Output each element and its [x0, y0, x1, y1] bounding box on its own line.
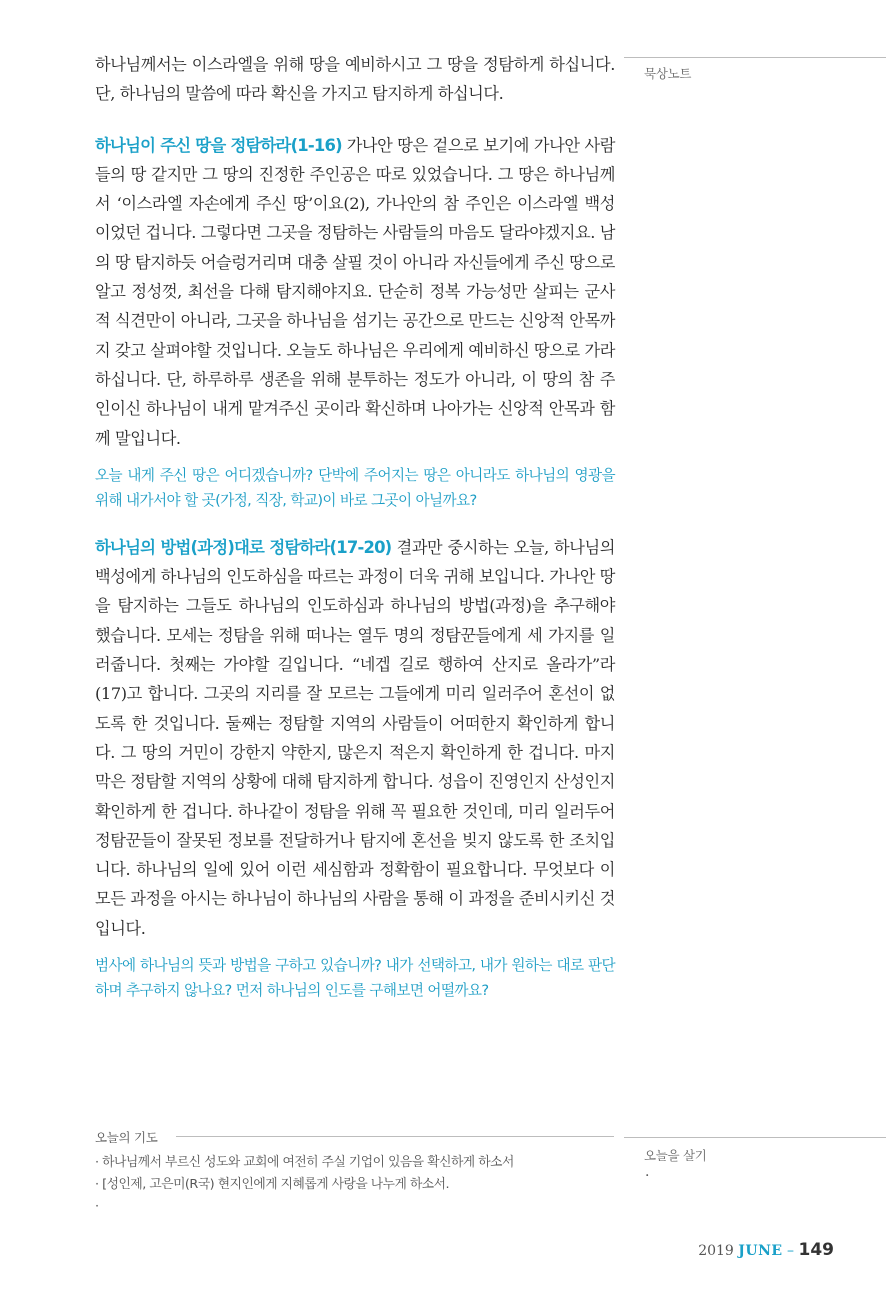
meditation-note-rule [624, 57, 886, 58]
prayer-item-1: · 하나님께서 부르신 성도와 교회에 여전히 주실 기업이 있음을 확신하게 하소서 [95, 1155, 514, 1170]
section-1-body: 가나안 땅은 겉으로 보기에 가나안 사람들의 땅 같지만 그 땅의 진정한 주인공은 따로 있었습니다. 그 땅은 하나님께서 ‘이스라엘 자손에게 주신 땅’이요(2), 가나안의 참 주인은 이스라엘 백성이었던 겁니다. 그렇다면 그곳을 정탐하는 사람들의 마음도 달라야겠지요. 남의 땅 탐지하듯 어슬렁거리며 대충 살필 것이 아니라 자신들에게 주신 땅으로 알고 정성껏, 최선을 다해 탐지해야지요. 단순히 정복 가능성만 살피는 군사적 식견만이 아니라, 그곳을 하나님을 섬기는 공간으로 만드는 신앙적 안목까지 갖고 살펴야할 것입니다. 오늘도 하나님은 우리에게 예비하신 땅으로 가라 하십니다. 단, 하루하루 생존을 위해 분투하는 정도가 아니라, 이 땅의 참 주인이신 하나님이 내게 맡겨주신 곳이라 확신하며 나아가는 신앙적 안목과 함께 말입니다. [95, 135, 615, 448]
prayer-title: 오늘의 기도 [95, 1130, 158, 1145]
prayer-list [95, 1152, 625, 1218]
prayer-item-3: · [95, 1199, 99, 1214]
living-today-label: 오늘을 살기 [644, 1148, 707, 1163]
page-footer [698, 1240, 834, 1260]
living-today-bullet: · [645, 1168, 650, 1184]
meditation-note-label: 묵상노트 [644, 66, 692, 81]
section-1-paragraph [95, 131, 615, 453]
section-2-question: 범사에 하나님의 뜻과 방법을 구하고 있습니까? 내가 선택하고, 내가 원하는 대로 판단하며 추구하지 않나요? 먼저 하나님의 인도를 구해보면 어떨까요? [95, 957, 615, 1000]
devotional-body [95, 50, 615, 1023]
section-2-paragraph [95, 533, 615, 943]
prayer-item-2: · [성인제, 고은미(R국) 현지인에게 지혜롭게 사랑을 나누게 하소서. [95, 1177, 450, 1192]
living-today-rule [624, 1137, 886, 1138]
section-2-body: 결과만 중시하는 오늘, 하나님의 백성에게 하나님의 인도하심을 따르는 과정이 더욱 귀해 보입니다. 가나안 땅을 탐지하는 그들도 하나님의 인도하심과 하나님의 방법(과정)을 추구해야 했습니다. 모세는 정탐을 위해 떠나는 열두 명의 정탐꾼들에게 세 가지를 일러줍니다. 첫째는 가야할 길입니다. “네겝 길로 행하여 산지로 올라가”라(17)고 합니다. 그곳의 지리를 잘 모르는 그들에게 미리 일러주어 혼선이 없도록 한 것입니다. 둘째는 정탐할 지역의 사람들이 어떠한지 확인하게 합니다. 그 땅의 거민이 강한지 약한지, 많은지 적은지 확인하게 한 겁니다. 마지막은 정탐할 지역의 상황에 대해 탐지하게 합니다. 성읍이 진영인지 산성인지 확인하게 한 겁니다. 하나같이 정탐을 위해 꼭 필요한 것인데, 미리 일러두어 정탐꾼들이 잘못된 정보를 전달하거나 탐지에 혼선을 빚지 않도록 한 조치입니다. 하나님의 일에 있어 이런 세심함과 정확함이 필요합니다. 무엇보다 이 모든 과정을 아시는 하나님이 하나님의 사람을 통해 이 과정을 준비시키신 것입니다. [95, 537, 615, 938]
footer-separator: – [787, 1243, 795, 1259]
page-number: 149 [798, 1240, 834, 1260]
section-1-heading: 하나님이 주신 땅을 정탐하라(1-16) [95, 135, 342, 155]
intro-paragraph: 하나님께서는 이스라엘을 위해 땅을 예비하시고 그 땅을 정탐하게 하십니다. 단, 하나님의 말씀에 따라 확신을 가지고 탐지하게 하십니다. [95, 55, 615, 104]
footer-month: JUNE [738, 1243, 783, 1259]
section-2-heading: 하나님의 방법(과정)대로 정탐하라(17-20) [95, 537, 392, 557]
footer-year: 2019 [698, 1243, 734, 1259]
prayer-rule [176, 1136, 614, 1137]
section-1-question: 오늘 내게 주신 땅은 어디겠습니까? 단박에 주어지는 땅은 아니라도 하나님의 영광을 위해 내가서야 할 곳(가정, 직장, 학교)이 바로 그곳이 아닐까요? [95, 466, 615, 509]
